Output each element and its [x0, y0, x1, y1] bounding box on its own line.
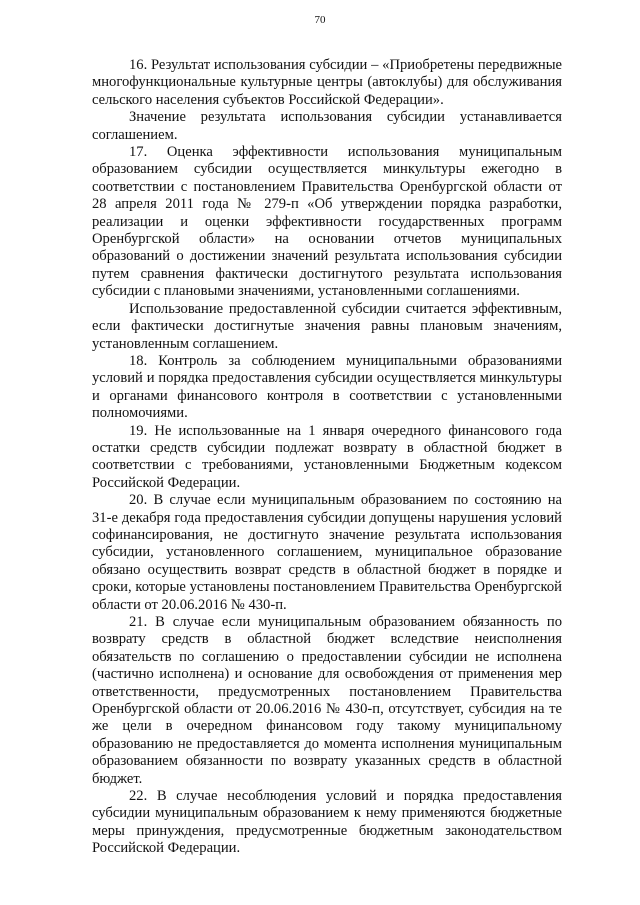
paragraph-18: 18. Контроль за соблюдением муниципальными образованиями условий и порядка предоставления субсидии осуществляется минкультуры и органами финансового контроля в соответствии с установленными полномочиями. [92, 352, 562, 422]
paragraph-19: 19. Не использованные на 1 января очередного финансового года остатки средств субсидии подлежат возврату в областной бюджет в соответствии с требованиями, установленными Бюджетным кодексом Российской Федерации. [92, 422, 562, 491]
paragraph-22: 22. В случае несоблюдения условий и порядка предоставления субсидии муниципальным образованием к нему применяются бюджетные меры принуждения, предусмотренные бюджетным законодательством Российской Федерации. [92, 788, 562, 857]
paragraph-16: 16. Результат использования субсидии – «Приобретены передвижные многофункциональные культурные центры (автоклубы) для обслуживания сельского населения субъектов Российской Федерации». [92, 57, 562, 108]
paragraph-17: 17. Оценка эффективности использования муниципальным образованием субсидии осуществляется минкультуры ежегодно в соответствии с постановлением Правительства Оренбургской области от 28 апреля 2011 года № 279-п «Об утверждении порядка разработки, реализации и оценки эффективности государственных программ Оренбургской области» на основании отчетов муниципальных образований о достижении значений результата использования субсидии путем сравнения фактически достигнутого результата использования субсидии с плановыми значениями, установленными соглашениями. [92, 144, 562, 300]
page-number: 70 [314, 14, 326, 26]
paragraph-21: 21. В случае если муниципальным образованием обязанность по возврату средств в областной бюджет вследствие неисполнения обязательств по соглашению о предоставлении субсидии не исполнена (частично исполнена) и основание для освобождения от применения мер ответственности, предусмотренных постановлением Правительства Оренбургской области от 20.06.2016 № 430-п, отсутствует, субсидия на те же цели в очередном финансовом году такому муниципальному образованию не предоставляется до момента исполнения муниципальным образованием обязанности по возврату указанных средств в областной бюджет. [92, 614, 562, 787]
paragraph-17-efficiency: Использование предоставленной субсидии считается эффективным, если фактически достигнутые значения равны плановым значениям, установленным соглашением. [92, 300, 562, 352]
paragraph-16-value: Значение результата использования субсидии устанавливается соглашением. [92, 109, 562, 143]
document-body [92, 57, 562, 858]
paragraph-20: 20. В случае если муниципальным образованием по состоянию на 31-е декабря года предоставления субсидии допущены нарушения условий софинансирования, не достигнуто значение результата использования субсидии, установленного соглашением, муниципальное образование обязано осуществить возврат средств в областной бюджет в порядке и сроки, которые установлены постановлением Правительства Оренбургской области от 20.06.2016 № 430-п. [92, 492, 562, 613]
